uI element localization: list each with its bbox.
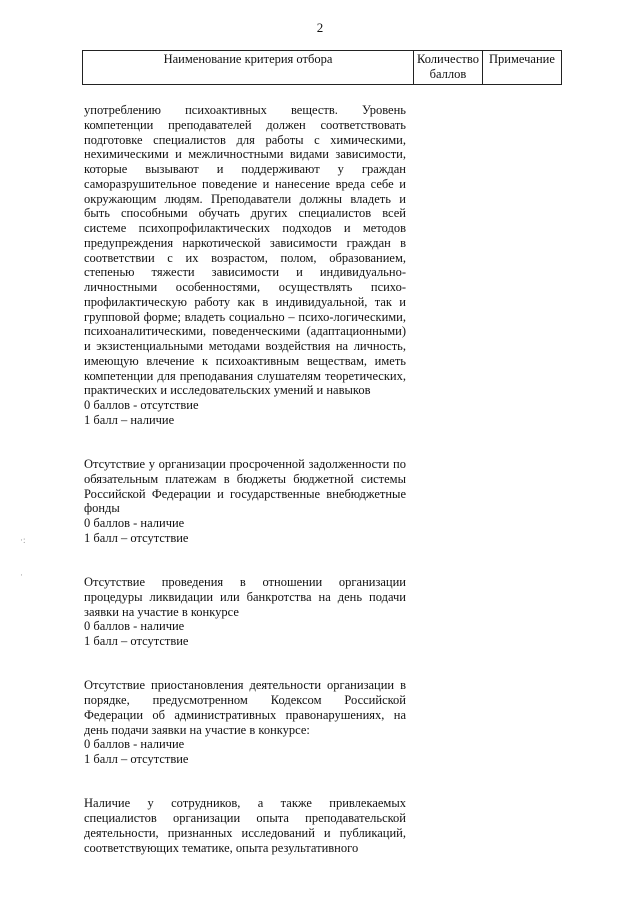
criterion-text-2: Отсутствие у организации просроченной задолженности по обязательным платежам в бюджеты бюджетной системы Российской Федерации и государственные внебюджетные фонды bbox=[84, 457, 406, 516]
criterion-text-5: Наличие у сотрудников, а также привлекаемых специалистов организации опыта преподавательской деятельности, признанных исследований и публикаций, соответствующих тематике, опыта результативного bbox=[84, 796, 406, 855]
header-score-count-line1: Количество bbox=[417, 52, 479, 66]
spacer bbox=[84, 546, 406, 576]
criterion-text-3: Отсутствие проведения в отношении организации процедуры ликвидации или банкротства на день подачи заявки на участие в конкурсе bbox=[84, 575, 406, 619]
page-number: 2 bbox=[316, 20, 324, 35]
header-score-count-line2: баллов bbox=[429, 67, 467, 81]
header-score-count bbox=[414, 51, 483, 85]
criterion-3-score-0: 0 баллов - наличие bbox=[84, 619, 185, 634]
spacer bbox=[84, 428, 406, 458]
criterion-text-4: Отсутствие приостановления деятельности организации в порядке, предусмотренном Кодексом Российской Федерации об административных правонарушениях, на день подачи заявки на участие в конкурсе: bbox=[84, 678, 406, 737]
spacer bbox=[84, 767, 406, 797]
criterion-4-score-1: 1 балл – отсутствие bbox=[84, 752, 189, 766]
criterion-1-score-0: 0 баллов - отсутствие bbox=[84, 398, 199, 412]
criterion-4-score-0: 0 баллов - наличие bbox=[84, 737, 185, 752]
criterion-3-score-1: 1 балл – отсутствие bbox=[84, 634, 189, 648]
criterion-2-score-0: 0 баллов - наличие bbox=[84, 516, 185, 530]
criteria-content bbox=[84, 103, 406, 855]
scan-artifact: ·: bbox=[20, 535, 26, 545]
spacer bbox=[84, 649, 406, 679]
criterion-text-1: употреблению психоактивных веществ. Уровень компетенции преподавателей должен соответствовать подготовке специалистов для работы с химическими, нехимическими и межличностными видами зависимости, которые вызывают и поддерживают у граждан саморазрушительное поведение и нанесение вреда себе и окружающим людям. Преподаватели должны владеть и быть способными обучать других специалистов всей системе психопрофилактических подходов и методов предупреждения наркотической зависимости граждан в соответствии с их возрастом, полом, образованием, степенью тяжести зависимости и индивидуально-личностными особенностями, осуществлять психо-профилактическую работу как в индивидуальной, так и групповой форме; владеть социально – психо-логическими, психоаналитическими, поведенческими (адаптационными) и экзистенциальными методами воздействия на личность, имеющую влечение к психоактивным веществам, иметь компетенции для преподавания слушателям теоретических, практических и исследовательских умений и навыков bbox=[84, 103, 406, 398]
header-note: Примечание bbox=[482, 51, 561, 85]
criteria-table-header bbox=[82, 50, 562, 85]
header-criterion-name: Наименование критерия отбора bbox=[83, 51, 414, 85]
criterion-2-score-1: 1 балл – отсутствие bbox=[84, 530, 189, 545]
scan-artifact: · bbox=[20, 570, 23, 580]
criterion-1-score-1: 1 балл – наличие bbox=[84, 412, 175, 427]
